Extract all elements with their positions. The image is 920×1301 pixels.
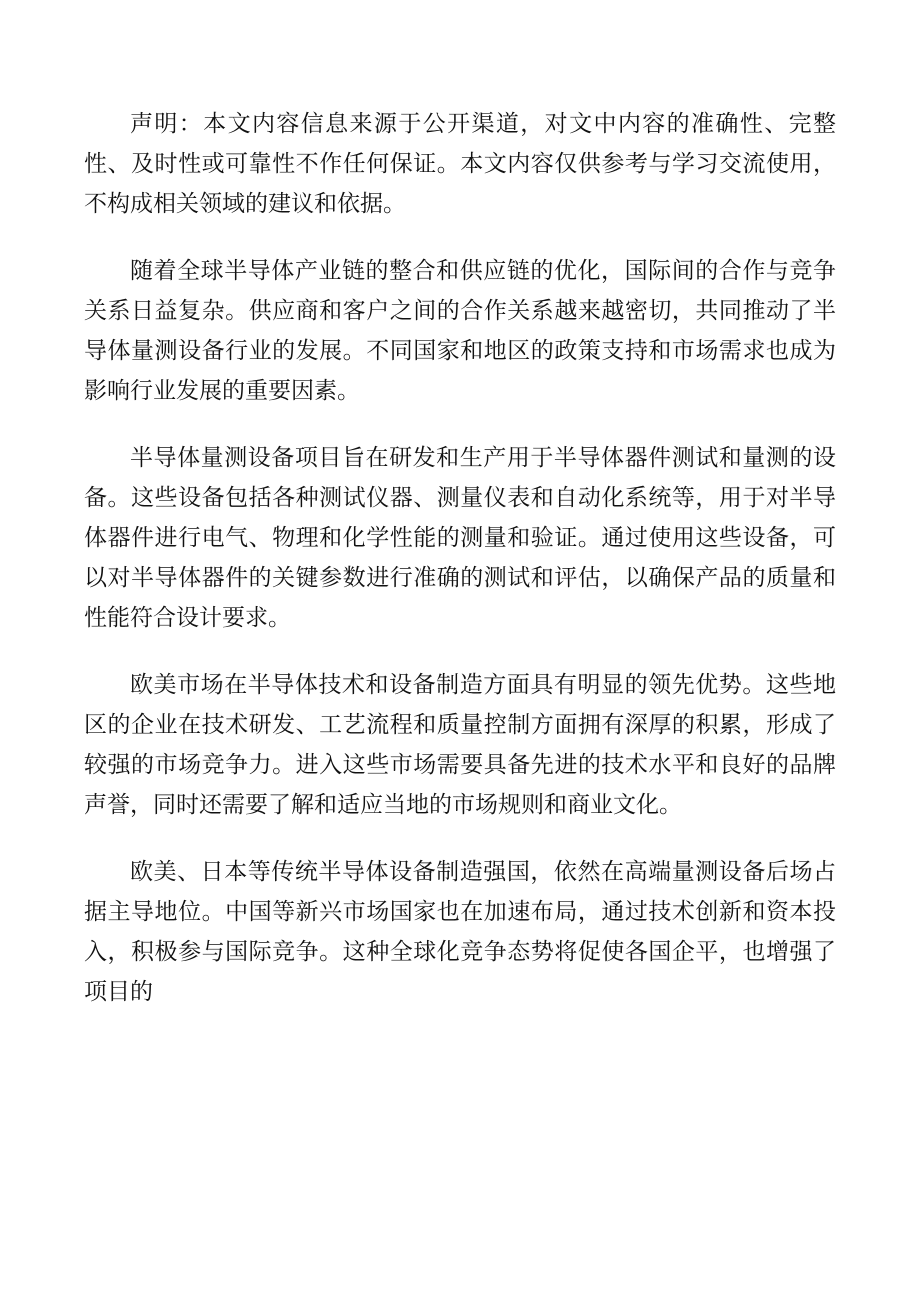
- disclaimer-paragraph: 声明：本文内容信息来源于公开渠道，对文中内容的准确性、完整性、及时性或可靠性不作任何保证。本文内容仅供参考与学习交流使用，不构成相关领域的建议和依据。: [84, 111, 836, 217]
- document-body: [84, 104, 836, 1039]
- body-paragraph: 半导体量测设备项目旨在研发和生产用于半导体器件测试和量测的设备。这些设备包括各种测试仪器、测量仪表和自动化系统等，用于对半导体器件进行电气、物理和化学性能的测量和验证。通过使用这些设备，可以对半导体器件的关键参数进行准确的测试和评估，以确保产品的质量和性能符合设计要求。: [84, 445, 836, 631]
- body-paragraph: 欧美、日本等传统半导体设备制造强国，依然在高端量测设备后场占据主导地位。中国等新兴市场国家也在加速布局，通过技术创新和资本投入，积极参与国际竞争。这种全球化竞争态势将促使各国企平，也增强了项目的: [84, 859, 836, 1005]
- body-paragraph: 欧美市场在半导体技术和设备制造方面具有明显的领先优势。这些地区的企业在技术研发、工艺流程和质量控制方面拥有深厚的积累，形成了较强的市场竞争力。进入这些市场需要具备先进的技术水平和良好的品牌声誉，同时还需要了解和适应当地的市场规则和商业文化。: [84, 672, 836, 818]
- body-paragraph: 随着全球半导体产业链的整合和供应链的优化，国际间的合作与竞争关系日益复杂。供应商和客户之间的合作关系越来越密切，共同推动了半导体量测设备行业的发展。不同国家和地区的政策支持和市场需求也成为影响行业发展的重要因素。: [84, 258, 836, 404]
